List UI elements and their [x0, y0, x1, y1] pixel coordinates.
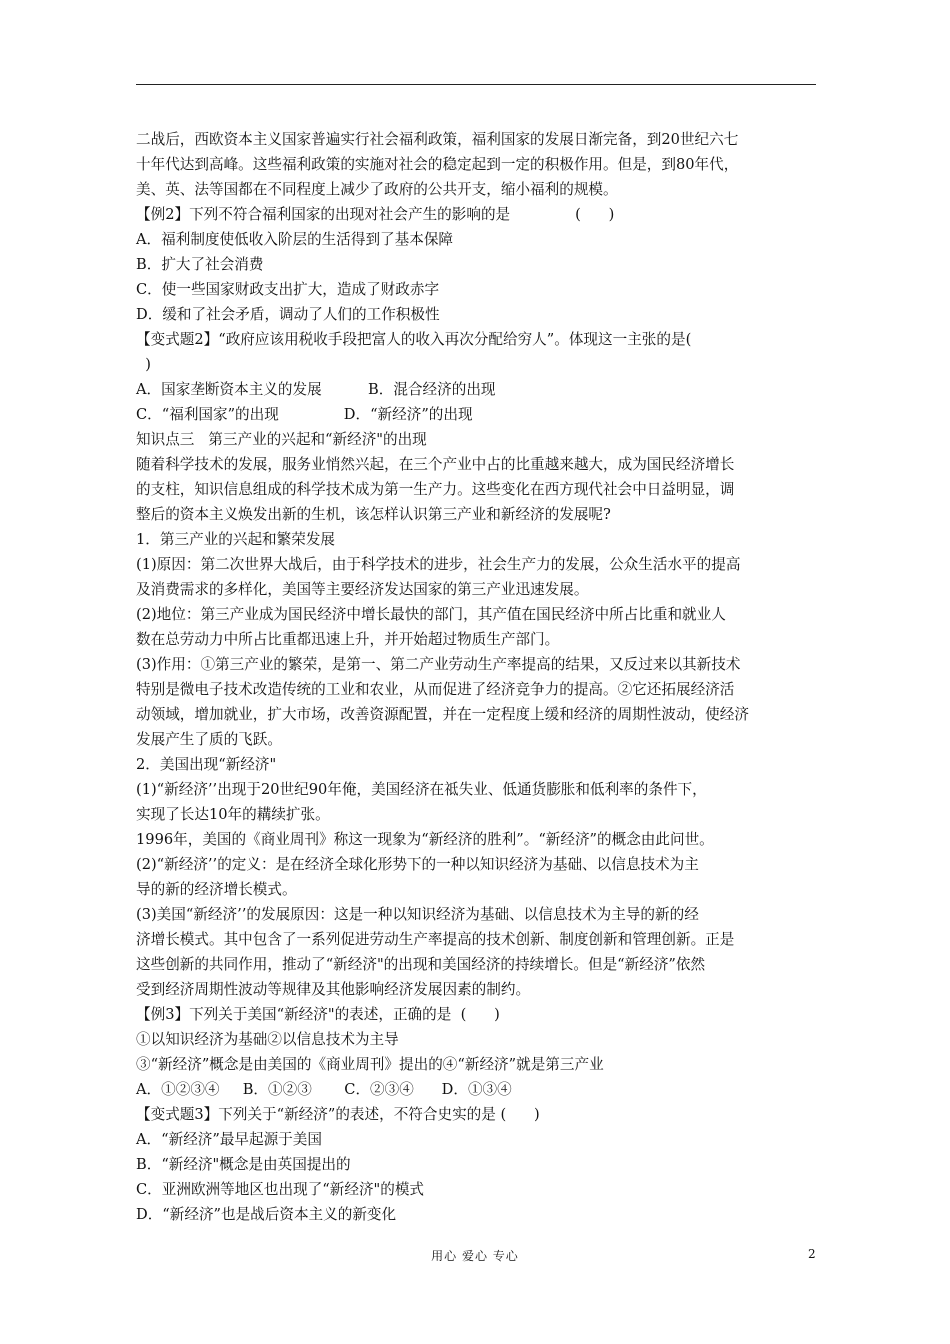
- page-footer: [0, 1247, 950, 1267]
- text-line: 1．第三产业的兴起和繁荣发展: [136, 531, 336, 548]
- text-line: ①以知识经济为基础②以信息技术为主导: [136, 1031, 399, 1048]
- text-line: 数在总劳动力中所占比重都迅速上升，并开始超过物质生产部门。: [136, 631, 560, 648]
- text-line: 这些创新的共同作用，推动了“新经济"的出现和美国经济的持续增长。但是“新经济”依然: [136, 956, 706, 973]
- text-line: 及消费需求的多样化，美国等主要经济发达国家的第三产业迅速发展。: [136, 581, 589, 598]
- text-line: 特别是微电子技术改造传统的工业和农业，从而促进了经济竞争力的提高。②它还拓展经济活: [136, 681, 735, 698]
- footer-motto: 用心 爱心 专心: [431, 1249, 519, 1263]
- text-line: 济增长模式。其中包含了一系列促进劳动生产率提高的技术创新、制度创新和管理创新。正是: [136, 931, 735, 948]
- text-line: (3)美国“新经济’’的发展原因：这是一种以知识经济为基础、以信息技术为主导的新的经: [136, 906, 699, 923]
- text-line: (1)“新经济’’出现于20世纪90年俺，美国经济在祗失业、低通货膨胀和低利率的条件下，: [136, 781, 707, 798]
- text-line: 【变式题3】下列关于“新经济”的表述，不符合史实的是 ( ): [136, 1106, 540, 1123]
- text-line: (2)地位：第三产业成为国民经济中增长最快的部门，其产值在国民经济中所占比重和就业人: [136, 606, 726, 623]
- text-line: B．“新经济"概念是由英国提出的: [136, 1156, 351, 1173]
- text-line: C．亚洲欧洲等地区也出现了“新经济"的模式: [136, 1181, 425, 1198]
- text-line: A．国家垄断资本主义的发展 B．混合经济的出现: [136, 381, 496, 398]
- text-line: (1)原因：第二次世界大战后，由于科学技术的进步，社会生产力的发展，公众生活水平的提高: [136, 556, 741, 573]
- text-line: 导的新的经济增长模式。: [136, 881, 297, 898]
- text-line: C．使一些国家财政支出扩大，造成了财政赤字: [136, 281, 440, 298]
- text-line: 美、英、法等国都在不同程度上减少了政府的公共开支，缩小福利的规模。: [136, 181, 618, 198]
- text-line: (3)作用：①第三产业的繁荣，是第一、第二产业劳动生产率提高的结果，又反过来以其新技术: [136, 656, 741, 673]
- text-line: C．“福利国家”的出现 D．“新经济”的出现: [136, 406, 473, 423]
- text-line: 知识点三 第三产业的兴起和“新经济"的出现: [136, 431, 427, 448]
- text-line: A．“新经济”最早起源于美国: [136, 1131, 322, 1148]
- text-line: A．福利制度使低收入阶层的生活得到了基本保障: [136, 231, 454, 248]
- text-line: A．①②③④ B．①②③ C．②③④ D．①③④: [136, 1081, 512, 1098]
- header-rule: [136, 84, 816, 85]
- text-line: D．缓和了社会矛盾，调动了人们的工作积极性: [136, 306, 440, 323]
- text-line: 十年代达到高峰。这些福利政策的实施对社会的稳定起到一定的积极作用。但是，到80年代，: [136, 156, 739, 173]
- text-line: 随着科学技术的发展，服务业悄然兴起，在三个产业中占的比重越来越大，成为国民经济增长: [136, 456, 735, 473]
- text-line: 【变式题2】“政府应该用税收手段把富人的收入再次分配给穷人”。体现这一主张的是(: [136, 331, 692, 348]
- text-line: (2)“新经济’’的定义：是在经济全球化形势下的一种以知识经济为基础、以信息技术为主: [136, 856, 699, 873]
- text-line: ③“新经济”概念是由美国的《商业周刊》提出的④“新经济”就是第三产业: [136, 1056, 604, 1073]
- page-number: 2: [808, 1247, 816, 1261]
- text-line: 【例2】下列不符合福利国家的出现对社会产生的影响的是 ( ): [136, 206, 615, 223]
- text-line: 发展产生了质的飞跃。: [136, 731, 282, 748]
- text-line: 整后的资本主义焕发出新的生机，该怎样认识第三产业和新经济的发展呢?: [136, 506, 611, 523]
- text-line: 二战后，西欧资本主义国家普遍实行社会福利政策，福利国家的发展日渐完备，到20世纪六七: [136, 131, 739, 148]
- text-line: D．“新经济”也是战后资本主义的新变化: [136, 1206, 397, 1223]
- text-line: 2．美国出现“新经济": [136, 756, 277, 773]
- text-line: 1996年，美国的《商业周刊》称这一现象为“新经济的胜利”。“新经济”的概念由此问世。: [136, 831, 714, 848]
- text-line: ): [136, 356, 151, 373]
- text-line: 实现了长达10年的耩续扩张。: [136, 806, 330, 823]
- text-line: 【例3】下列关于美国“新经济"的表述，正确的是 ( ): [136, 1006, 500, 1023]
- text-line: 的支柱，知识信息组成的科学技术成为第一生产力。这些变化在西方现代社会中日益明显，调: [136, 481, 735, 498]
- page-body: [136, 127, 826, 1227]
- text-line: B．扩大了社会消费: [136, 256, 264, 273]
- text-line: 动领域，增加就业，扩大市场，改善资源配置，并在一定程度上缓和经济的周期性波动，使经济: [136, 706, 749, 723]
- text-line: 受到经济周期性波动等规律及其他影响经济发展因素的制约。: [136, 981, 531, 998]
